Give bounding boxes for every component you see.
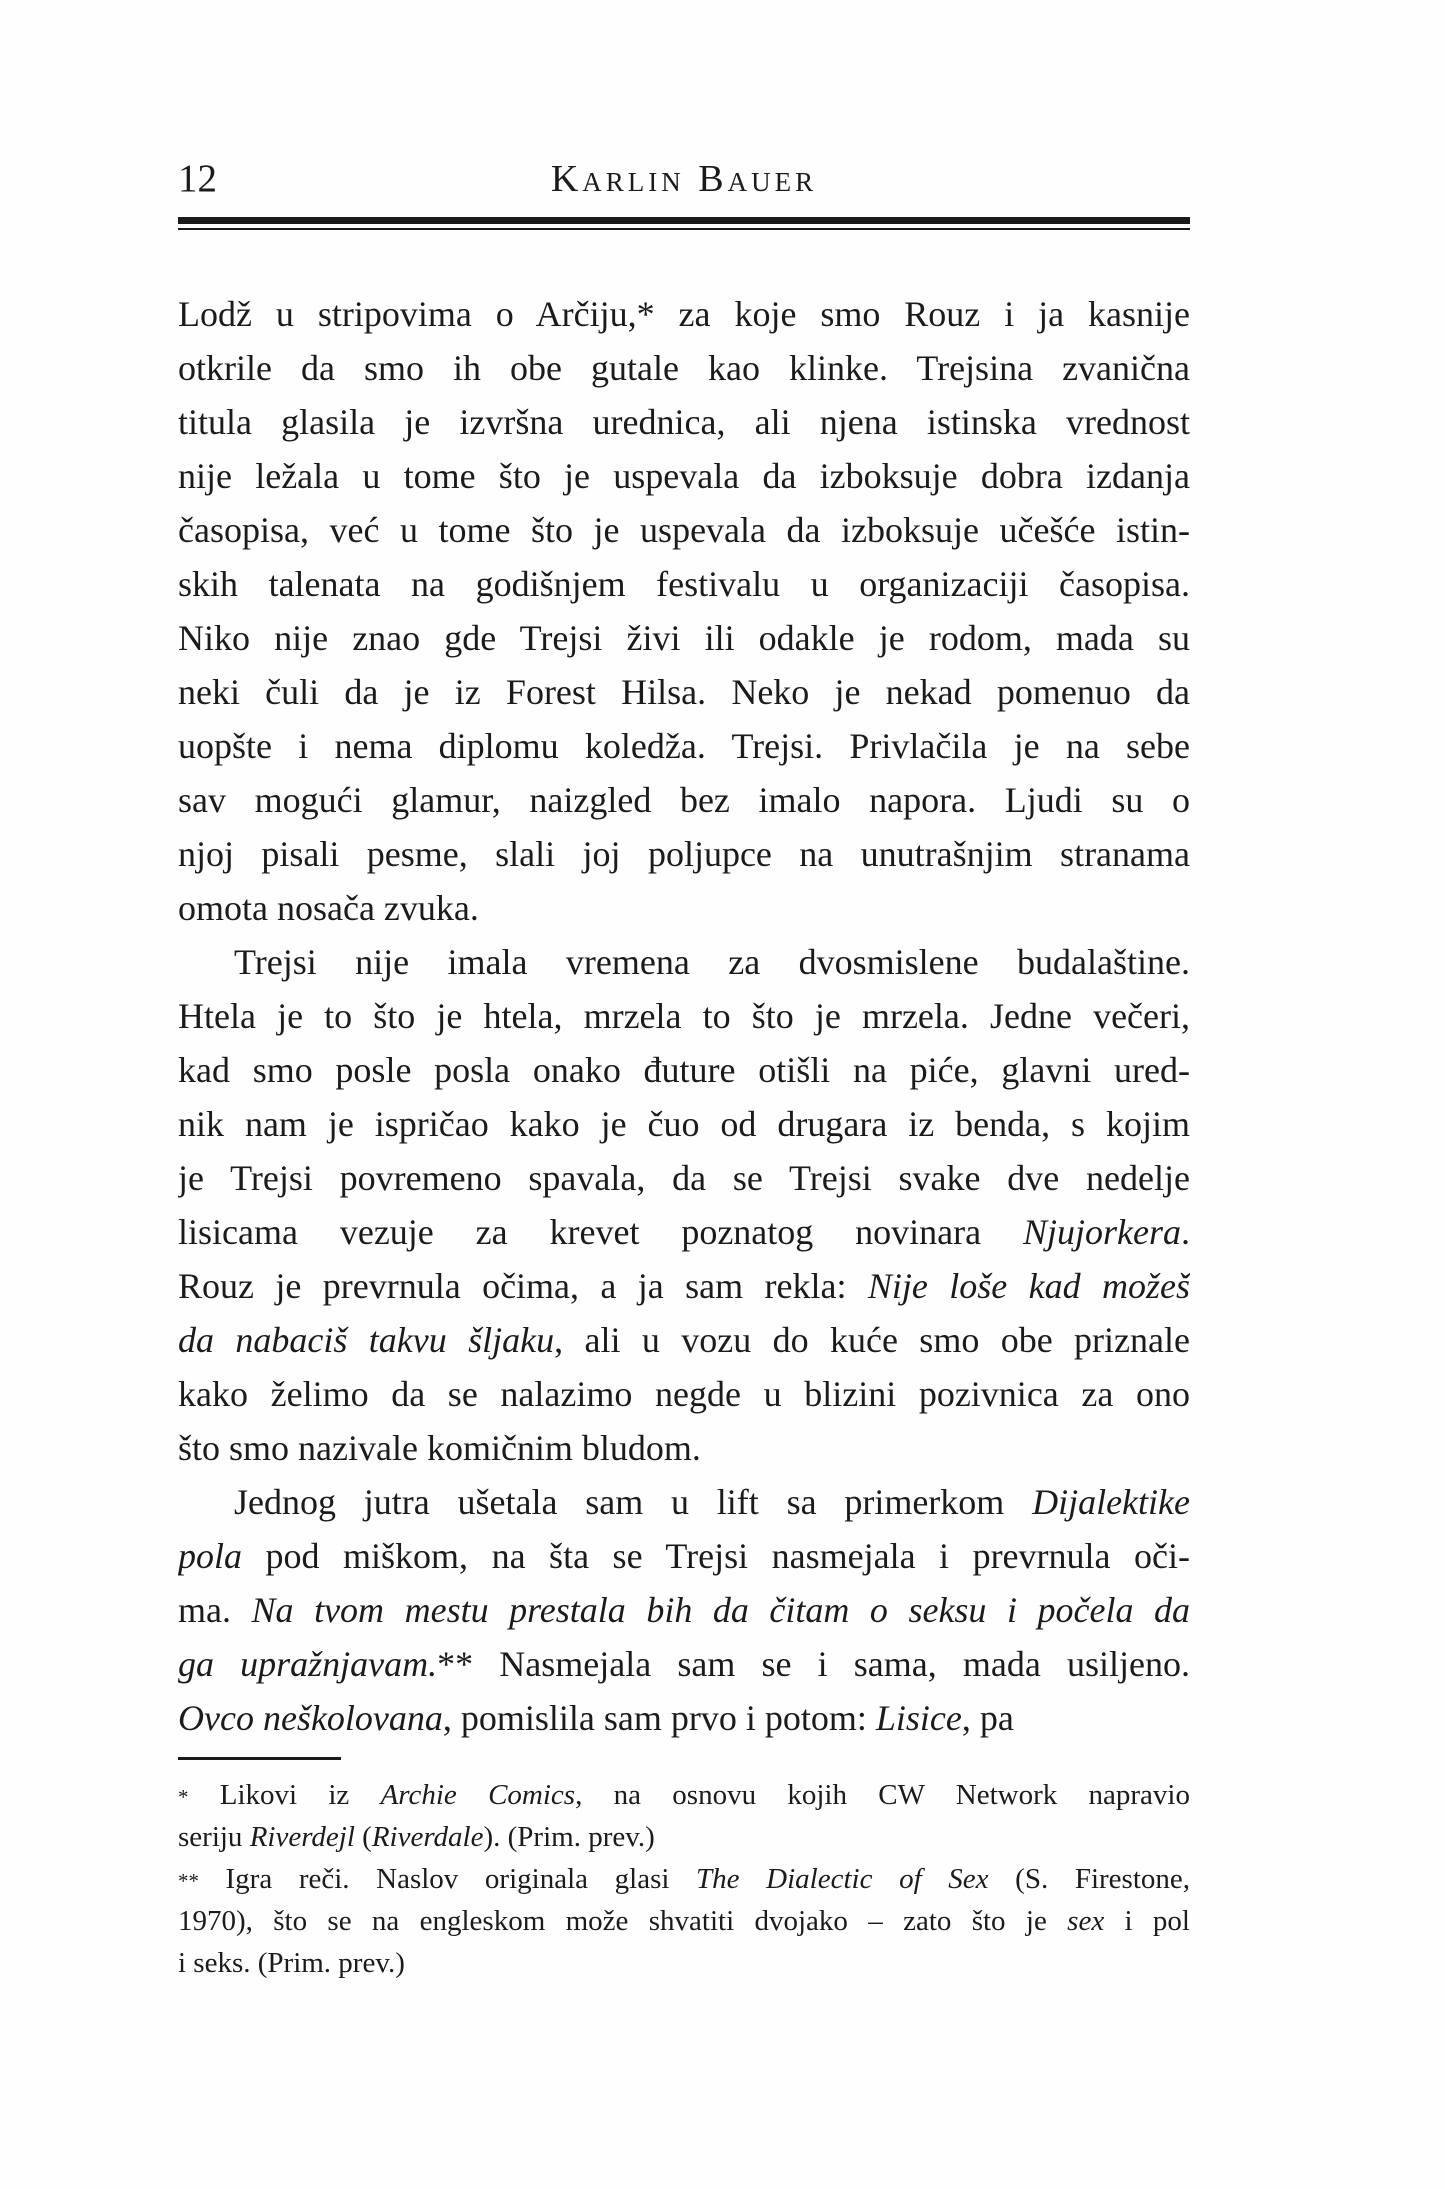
text-line (178, 1097, 1190, 1151)
footnote-line (178, 1900, 1190, 1942)
italic-text-run: Nije loše kad možeš (867, 1266, 1190, 1306)
text-run: sav mogući glamur, naizgled bez imalo napora. Ljudi su o (178, 780, 1190, 820)
text-line (178, 773, 1190, 827)
italic-text-run: Riverdejl (249, 1821, 355, 1853)
text-run: , pomislila sam prvo i potom: (442, 1698, 876, 1738)
text-line (178, 1475, 1190, 1529)
text-run: otkrile da smo ih obe gutale kao klinke. Trejsina zvanična (178, 348, 1190, 388)
text-run: njoj pisali pesme, slali joj poljupce na unutrašnjim stranama (178, 834, 1190, 874)
text-run: titula glasila je izvršna urednica, ali njena istinska vrednost (178, 402, 1190, 442)
text-run: kako želimo da se nalazimo negde u blizini pozivnica za ono (178, 1374, 1190, 1414)
header-double-rule (178, 217, 1190, 230)
italic-text-run: Lisice (875, 1698, 962, 1738)
text-run: skih talenata na godišnjem festivalu u organizaciji časopisa. (178, 564, 1190, 604)
footnote-marker: * (178, 1785, 189, 1809)
text-run: Likovi iz (188, 1779, 381, 1811)
text-run: što smo nazivale komičnim bludom. (178, 1428, 701, 1468)
text-line (178, 1637, 1190, 1691)
footnote-marker: ** (178, 1869, 199, 1893)
text-line (178, 719, 1190, 773)
footnote-separator-rule (178, 1757, 341, 1760)
text-run: kad smo posle posla onako đuture otišli na piće, glavni ured- (178, 1050, 1190, 1090)
text-line (178, 395, 1190, 449)
text-line (178, 1691, 1190, 1745)
text-run: nik nam je ispričao kako je čuo od drugara iz benda, s kojim (178, 1104, 1190, 1144)
text-line (178, 665, 1190, 719)
text-line (178, 1583, 1190, 1637)
footnote-line (178, 1942, 1190, 1984)
text-run: Lodž u stripovima o Arčiju,* za koje smo Rouz i ja kasnije (178, 294, 1190, 334)
text-run: ** Nasmejala sam se i sama, mada usiljeno. (437, 1644, 1190, 1684)
italic-text-run: ga upražnjavam. (178, 1644, 438, 1684)
text-run: 1970), što se na engleskom može shvatiti dvojako – zato što je (178, 1905, 1068, 1937)
text-line (178, 503, 1190, 557)
text-run: pod miškom, na šta se Trejsi nasmejala i prevrnula oči- (242, 1536, 1190, 1576)
text-line (178, 1421, 1190, 1475)
italic-text-run: Archie Comics (380, 1779, 576, 1811)
text-run: i seks. (Prim. prev.) (178, 1947, 405, 1979)
page-number: 12 (178, 157, 217, 200)
footnote-line (178, 1774, 1190, 1816)
text-run: i pol (1104, 1905, 1190, 1937)
italic-text-run: pola (178, 1536, 243, 1576)
text-run: , pa (961, 1698, 1014, 1738)
footnote (178, 1858, 1190, 1984)
italic-text-run: Njujorkera (1023, 1212, 1181, 1252)
text-run: nije ležala u tome što je uspevala da izboksuje dobra izdanja (178, 456, 1190, 496)
footnote-line (178, 1816, 1190, 1858)
italic-text-run: Riverdale (371, 1821, 484, 1853)
text-line (178, 1259, 1190, 1313)
text-line (178, 1529, 1190, 1583)
text-run: Niko nije znao gde Trejsi živi ili odakle je rodom, mada su (178, 618, 1190, 658)
text-line (178, 1151, 1190, 1205)
text-line (178, 611, 1190, 665)
italic-text-run: Na tvom mestu prestala bih da čitam o seksu i počela da (251, 1590, 1190, 1630)
text-run: seriju (178, 1821, 250, 1853)
text-line (178, 1205, 1190, 1259)
text-line (178, 935, 1190, 989)
italic-text-run: Ovco neškolovana (178, 1698, 443, 1738)
text-run: je Trejsi povremeno spavala, da se Trejsi svake dve nedelje (178, 1158, 1190, 1198)
text-run: uopšte i nema diplomu koledža. Trejsi. Privlačila je na sebe (178, 726, 1190, 766)
footnote-line (178, 1858, 1190, 1900)
text-line (178, 989, 1190, 1043)
running-header: Karlin Bauer (550, 158, 818, 200)
italic-text-run: The Dialectic of Sex (696, 1863, 989, 1895)
page-header (178, 156, 1190, 202)
text-line (178, 1043, 1190, 1097)
text-run: lisicama vezuje za krevet poznatog novinara (178, 1212, 1023, 1252)
text-run: Jednog jutra ušetala sam u lift sa primerkom (234, 1482, 1033, 1522)
text-run: neki čuli da je iz Forest Hilsa. Neko je nekad pomenuo da (178, 672, 1190, 712)
text-run: ( (354, 1821, 372, 1853)
text-run: časopisa, već u tome što je uspevala da izboksuje učešće istin- (178, 510, 1190, 550)
text-run: (S. Firestone, (988, 1863, 1190, 1895)
text-line (178, 557, 1190, 611)
text-run: Rouz je prevrnula očima, a ja sam rekla: (178, 1266, 868, 1306)
body-text (178, 287, 1190, 1745)
text-line (178, 287, 1190, 341)
text-run: , ali u vozu do kuće smo obe priznale (554, 1320, 1190, 1360)
italic-text-run: Dijalektike (1032, 1482, 1190, 1522)
italic-text-run: sex (1067, 1905, 1105, 1937)
text-line (178, 341, 1190, 395)
text-run: , na osnovu kojih CW Network napravio (575, 1779, 1190, 1811)
footnote (178, 1774, 1190, 1858)
paragraph (178, 1475, 1190, 1745)
text-run: omota nosača zvuka. (178, 888, 479, 928)
text-line (178, 1367, 1190, 1421)
text-line (178, 827, 1190, 881)
text-line (178, 1313, 1190, 1367)
text-run: ). (Prim. prev.) (483, 1821, 655, 1853)
text-line (178, 449, 1190, 503)
paragraph (178, 287, 1190, 935)
text-line (178, 881, 1190, 935)
footnotes (178, 1774, 1190, 1984)
text-run: ma. (178, 1590, 252, 1630)
italic-text-run: da nabaciš takvu šljaku (178, 1320, 555, 1360)
paragraph (178, 935, 1190, 1475)
text-run: Igra reči. Naslov originala glasi (198, 1863, 697, 1895)
text-run: Trejsi nije imala vremena za dvosmislene budalaštine. (234, 942, 1190, 982)
text-run: . (1181, 1212, 1190, 1252)
text-run: Htela je to što je htela, mrzela to što je mrzela. Jedne večeri, (178, 996, 1190, 1036)
